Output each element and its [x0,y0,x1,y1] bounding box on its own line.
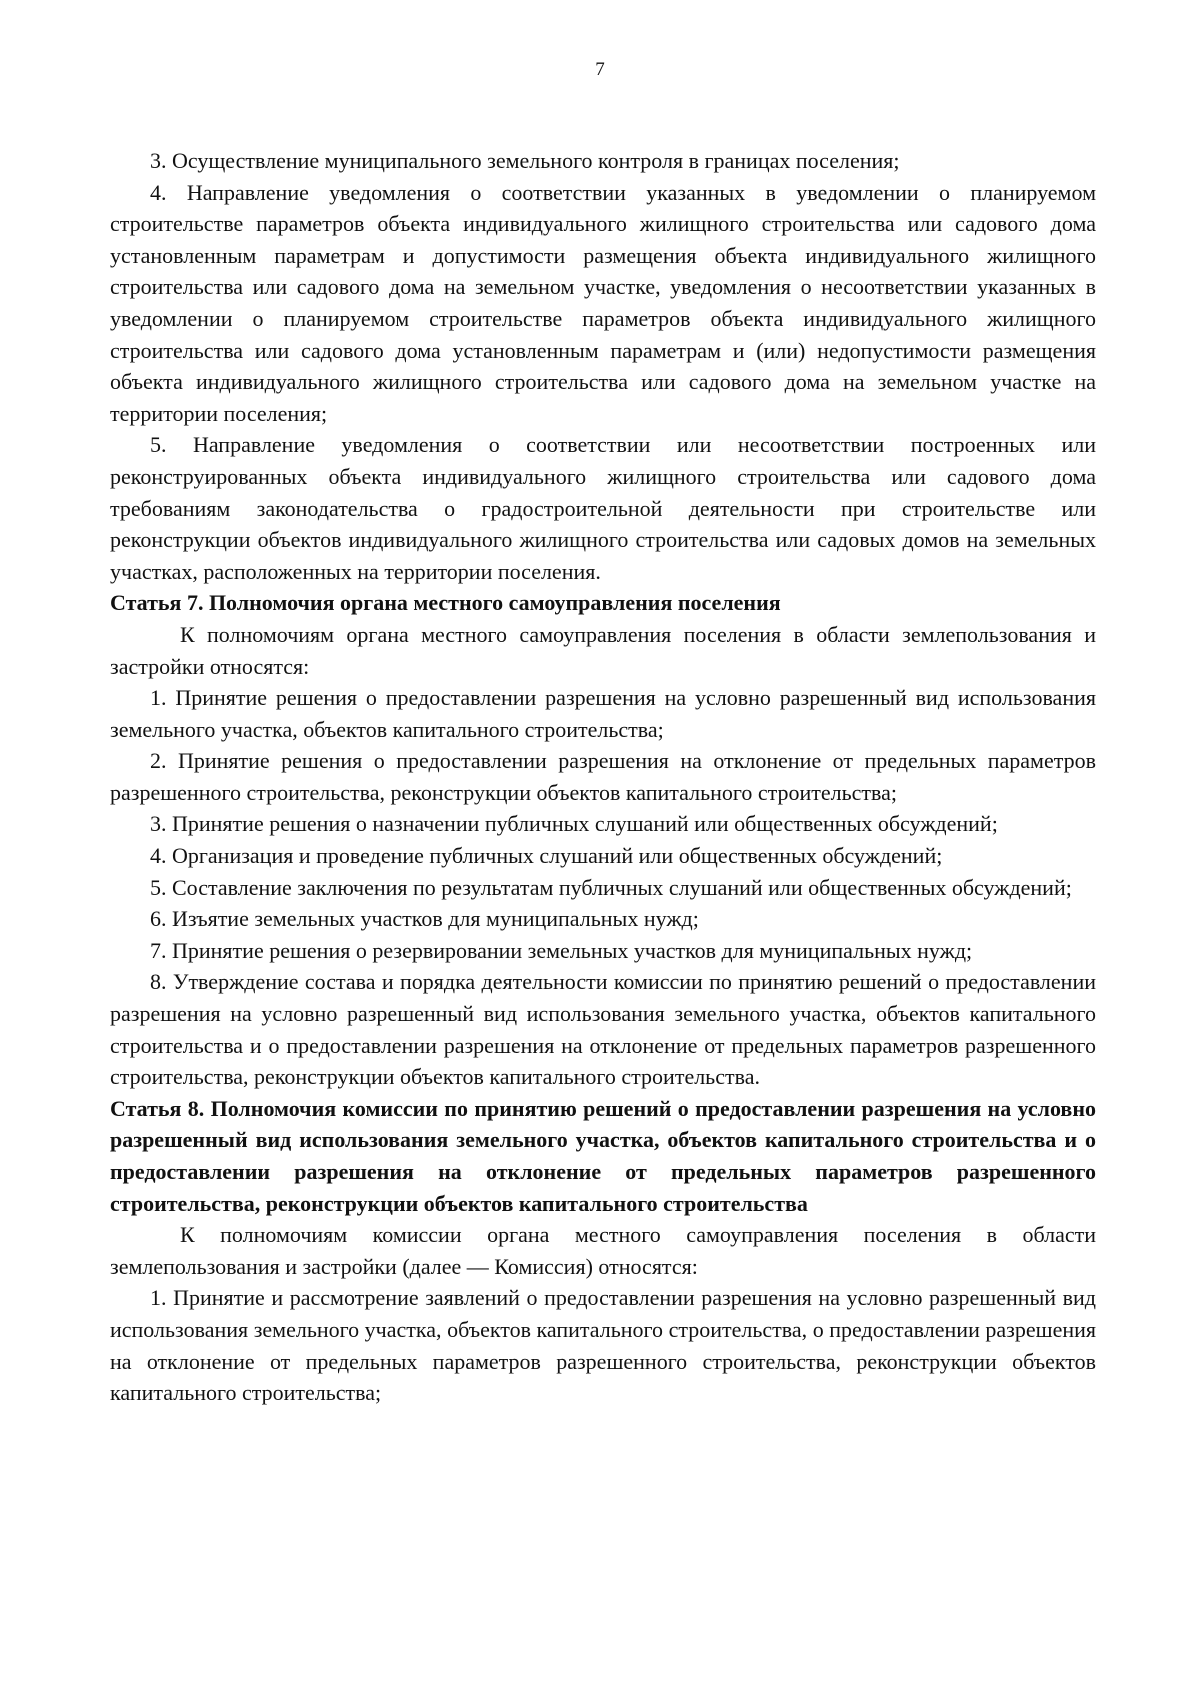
paragraph-item-3: 3. Осуществление муниципального земельного контроля в границах поселения; [150,148,900,173]
article-8-item-1: 1. Принятие и рассмотрение заявлений о предоставлении разрешения на условно разрешенный вид использования земельного участка, объектов капитального строительства, о предоставлении разрешения на отклонение от предельных параметров разрешенного строительства, реконструкции объектов капитального строительства; [110,1285,1096,1406]
article-7-item-8: 8. Утверждение состава и порядка деятельности комиссии по принятию решений о предоставлении разрешения на условно разрешенный вид использования земельного участка, объектов капитального строительства и о предоставлении разрешения на отклонение от предельных параметров разрешенного строительства, реконструкции объектов капитального строительства. [110,969,1096,1090]
article-7-item-6: 6. Изъятие земельных участков для муниципальных нужд; [150,906,699,932]
article-7-item-7: 7. Принятие решения о резервировании земельных участков для муниципальных нужд; [150,937,973,963]
article-8-heading: Статья 8. Полномочия комиссии по принятию решений о предоставлении разрешения на условно разрешенный вид использования земельного участка, объектов капитального строительства и о предоставлении разрешения на отклонение от предельных параметров разрешенного строительства, реконструкции объектов капитального строительства [110,1095,1096,1216]
article-7-item-4: 4. Организация и проведение публичных слушаний или общественных обсуждений; [150,843,943,869]
article-7-item-5: 5. Составление заключения по результатам публичных слушаний или общественных обсуждений; [150,874,1072,900]
page-number: 7 [595,59,605,80]
article-8-intro: К полномочиям комиссии органа местного самоуправления поселения в области землепользования и застройки (далее — Комиссия) относятся: [110,1222,1096,1279]
paragraph-item-4: 4. Направление уведомления о соответствии указанных в уведомлении о планируемом строительстве параметров объекта индивидуального жилищного строительства или садового дома установленным параметрам и допустимости размещения объекта индивидуального жилищного строительства или садового дома на земельном участке, уведомления о несоответствии указанных в уведомлении о планируемом строительстве параметров объекта индивидуального жилищного строительства или садового дома установленным параметрам и (или) недопустимости размещения объекта индивидуального жилищного строительства или садового дома на земельном участке на территории поселения; [110,179,1096,426]
article-7-item-1: 1. Принятие решения о предоставлении разрешения на условно разрешенный вид использования земельного участка, объектов капитального строительства; [110,685,1096,742]
document-body [110,145,1096,1409]
paragraph-item-5: 5. Направление уведомления о соответствии или несоответствии построенных или реконструированных объекта индивидуального жилищного строительства или садового дома требованиям законодательства о градостроительной деятельности при строительстве или реконструкции объектов индивидуального жилищного строительства или садовых домов на земельных участках, расположенных на территории поселения. [110,432,1096,584]
article-7-item-3: 3. Принятие решения о назначении публичных слушаний или общественных обсуждений; [150,811,998,837]
article-7-intro: К полномочиям органа местного самоуправления поселения в области землепользования и застройки относятся: [110,621,1096,679]
article-7-heading: Статья 7. Полномочия органа местного самоуправления поселения [110,590,781,616]
article-7-item-2: 2. Принятие решения о предоставлении разрешения на отклонение от предельных параметров разрешенного строительства, реконструкции объектов капитального строительства; [110,748,1096,805]
